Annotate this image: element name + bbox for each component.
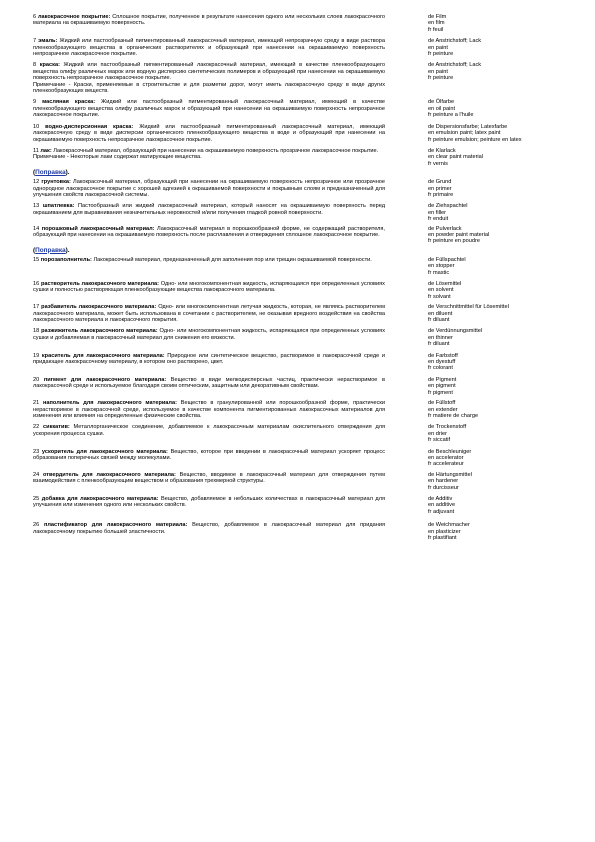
term-name: эмаль: [38, 38, 58, 45]
foreign-equivalent: en filler [428, 209, 447, 216]
term-entry [33, 400, 578, 419]
term-entry [33, 62, 578, 94]
foreign-equivalent: fr diluant [428, 341, 450, 348]
amendment-link[interactable]: Поправка [35, 169, 66, 177]
term-text: Лакокрасочный материал в порошкообразной форме, не содержащий растворителя, образующий при нанесении на окрашиваемую поверхность после расплавления и отверждения сплошное лакокрасочное покрытие. [33, 225, 385, 238]
term-number: 14 [33, 225, 40, 232]
amendment-bracket: ). [65, 169, 70, 177]
term-entry [33, 328, 578, 347]
term-entry [33, 14, 578, 33]
term-entry [33, 377, 578, 396]
foreign-equivalents [428, 226, 578, 245]
foreign-equivalent: de Füllspachtel [428, 256, 466, 263]
term-number: 15 [33, 256, 40, 263]
foreign-equivalent: en accelerator [428, 454, 464, 461]
term-definition [33, 377, 385, 396]
term-text: Одно- или многокомпонентная жидкость, испаряющаяся при определенных условиях сушки и полностью растворяющая пленкообразующие вещества лакокрасочного материала. [33, 281, 385, 294]
term-definition [33, 124, 385, 143]
term-entry [33, 38, 578, 57]
term-text: Металлорганическое соединение, добавляемое к лакокрасочным материалам окислительного отверждения для ускорения процесса сушки. [33, 424, 385, 437]
term-entry [33, 353, 578, 372]
amendment-link-row [33, 247, 578, 254]
foreign-equivalent: en clear paint material [428, 154, 484, 161]
foreign-equivalent: de Ziehspachtel [428, 203, 468, 210]
foreign-equivalent: fr solvant [428, 293, 451, 300]
foreign-equivalent: en additive [428, 502, 456, 509]
foreign-equivalents [428, 99, 578, 118]
term-name: порозаполнитель: [40, 256, 92, 263]
term-definition [33, 353, 385, 372]
term-entry [33, 522, 578, 541]
term-text: Лакокрасочный материал, образующий при нанесении на окрашиваемую поверхность непрозрачное или прозрачное однородное лакокрасочное покрытие с хорошей адгезией к окрашиваемой поверхности и покрывным слоям и предназначенный для улучшения свойств лакокрасочной системы. [33, 179, 386, 198]
foreign-equivalent: fr matiere de charge [428, 412, 479, 419]
term-number: 10 [33, 123, 40, 130]
amendment-bracket: ( [33, 246, 36, 254]
foreign-equivalent: fr peinture a l'huile [428, 112, 474, 119]
foreign-equivalent: en stopper [428, 263, 455, 270]
foreign-equivalents [428, 496, 578, 515]
foreign-equivalent: fr pigment [428, 389, 453, 396]
foreign-equivalent: de Anstrichstoff; Lack [428, 38, 482, 45]
foreign-equivalent: en thinner [428, 334, 453, 341]
foreign-equivalent: fr diluant [428, 317, 450, 324]
foreign-equivalent: fr siccatif [428, 437, 451, 444]
foreign-equivalents [428, 449, 578, 468]
foreign-equivalent: fr peinture [428, 75, 454, 82]
foreign-equivalent: en paint [428, 68, 448, 75]
foreign-equivalent: fr peinture [428, 51, 454, 58]
term-text: Вещество, вводимое в лакокрасочный материал для отверждения путем взаимодействия с пленкообразующим веществом и образования трехмерной структуры. [33, 471, 385, 485]
term-entry [33, 304, 578, 323]
term-note: Примечание - Краски, применяемые в строительстве и для разметки дорог, могут иметь лакокрасочную среду в виде других пленкообразующих веществ. [33, 81, 385, 95]
foreign-equivalent: de Weichmacher [428, 522, 470, 529]
term-definition [33, 496, 385, 515]
foreign-equivalents [428, 62, 578, 94]
term-text: Лакокрасочный материал, предназначенный для заполнения пор или трещин окрашиваемой поверхности. [93, 256, 372, 263]
term-number: 22 [33, 424, 40, 431]
term-text: Природное или синтетическое вещество, растворимое в лакокрасочной среде и придающее лакокрасочному материалу, в котором оно растворено, цвет. [33, 352, 386, 366]
foreign-equivalent: fr accelerateur [428, 461, 464, 468]
term-number: 6 [33, 14, 37, 20]
foreign-equivalents [428, 328, 578, 347]
foreign-equivalent: de Trockenstoff [428, 424, 467, 431]
term-definition [33, 449, 385, 468]
foreign-equivalent: en hardener [428, 478, 459, 485]
foreign-equivalent: en oil paint [428, 105, 456, 112]
foreign-equivalents [428, 148, 578, 167]
foreign-equivalents [428, 203, 578, 222]
term-definition [33, 281, 385, 300]
term-definition [33, 472, 385, 491]
foreign-equivalent: de Klarlack [428, 147, 456, 154]
amendment-link-row [33, 169, 578, 176]
foreign-equivalents [428, 281, 578, 300]
foreign-equivalent: fr colorant [428, 365, 453, 372]
term-definition [33, 148, 385, 167]
foreign-equivalent: de Verschnittmittel für Lösemittel [428, 304, 509, 311]
term-definition [33, 400, 385, 419]
term-entry [33, 472, 578, 491]
term-name: водно-дисперсионная краска: [45, 123, 134, 130]
term-name: грунтовка: [41, 179, 71, 186]
foreign-equivalent: en pigment [428, 383, 456, 390]
foreign-equivalent: en solvent [428, 287, 454, 294]
term-text: Вещество в гранулированной или порошкообразной форме, практически нерастворимое в лакокрасочной среде, используемое в качестве компонента пигментированных лакокрасочных материалов для изменения или влияния на определенные физические свойства. [33, 400, 385, 419]
term-definition [33, 99, 385, 118]
term-entry [33, 124, 578, 143]
term-text: Вещество в виде мелкодисперсных частиц, практически нерастворимое в лакокрасочной среде и используемое благодаря своим оптическим, защитным или декоративным свойствам. [33, 376, 385, 390]
foreign-equivalent: de Ölfarbe [428, 99, 455, 106]
term-name: добавка для лакокрасочного материала: [41, 495, 159, 502]
foreign-equivalent: fr peinture emulsion; peinture en latex [428, 136, 522, 143]
term-number: 7 [33, 38, 37, 45]
term-number: 23 [33, 448, 40, 455]
term-name: сиккатив: [43, 424, 70, 431]
foreign-equivalents [428, 424, 578, 443]
term-definition [33, 226, 385, 245]
foreign-equivalent: fr durcisseur [428, 484, 459, 491]
term-number: 11 [33, 147, 39, 154]
term-definition [33, 179, 385, 198]
term-number: 9 [33, 99, 37, 106]
term-name: наполнитель для лакокрасочного материала: [43, 400, 177, 407]
term-number: 17 [33, 304, 40, 311]
term-number: 12 [33, 179, 40, 186]
term-entry [33, 424, 578, 443]
term-entry [33, 148, 578, 167]
term-name: шпатлевка: [42, 203, 75, 210]
term-number: 8 [33, 62, 37, 69]
foreign-equivalent: de Verdünnungsmittel [428, 328, 483, 335]
foreign-equivalent: en diluent [428, 310, 453, 317]
term-definition [33, 62, 385, 94]
amendment-link[interactable]: Поправка [35, 246, 66, 254]
term-definition [33, 203, 385, 222]
term-text: Жидкий или пастообразный пигментированный лакокрасочный материал, имеющий непрозрачную среду в виде раствора пленкообразующего вещества в органических растворителях и образующий при нанесении на окрашиваемую поверхность непрозрачное лакокрасочное покрытие. [33, 38, 386, 58]
foreign-equivalent: en plasticizer [428, 528, 461, 535]
foreign-equivalent: fr mastic [428, 269, 450, 276]
foreign-equivalent: de Grund [428, 179, 452, 186]
term-number: 26 [33, 522, 40, 529]
foreign-equivalent: en drier [428, 430, 447, 437]
term-number: 19 [33, 352, 40, 359]
term-name: лак: [40, 147, 52, 154]
term-entry [33, 179, 578, 198]
term-entry [33, 257, 578, 276]
foreign-equivalent: fr vernis [428, 160, 448, 167]
term-text: Жидкий или пастообразный пигментированный лакокрасочный материал, имеющий в качестве пленкообразующего вещества олифу различных марок и образующий при нанесении на окрашиваемую поверхность непрозрачное лакокрасочное покрытие. [33, 99, 385, 119]
term-entry [33, 496, 578, 515]
foreign-equivalent: fr plastifiant [428, 535, 457, 541]
term-number: 20 [33, 376, 40, 383]
foreign-equivalent: en extender [428, 406, 458, 413]
term-name: краситель для лакокрасочного материала: [41, 352, 165, 359]
foreign-equivalent: en paint [428, 44, 448, 51]
foreign-equivalents [428, 14, 578, 33]
term-entry [33, 226, 578, 245]
term-name: разбавитель лакокрасочного материала: [41, 304, 157, 311]
term-entry [33, 281, 578, 300]
foreign-equivalent: de Füllstoff [428, 400, 456, 407]
terms-document [33, 14, 578, 541]
term-number: 21 [33, 400, 40, 407]
term-number: 16 [33, 281, 40, 287]
foreign-equivalent: fr primaire [428, 191, 454, 198]
foreign-equivalent: de Dispersionsfarbe; Latexfarbe [428, 123, 508, 130]
foreign-equivalents [428, 304, 578, 323]
term-text: Пастообразный или жидкий лакокрасочный материал, который наносят на окрашиваемую поверхность перед окрашиванием для выравнивания незначительных неровностей и/или получения гладкой ровной поверхности. [33, 203, 385, 216]
foreign-equivalent: de Lösemittel [428, 281, 462, 287]
foreign-equivalent: en primer [428, 185, 452, 192]
term-text: Одно- или многокомпонентная жидкость, испаряющаяся при определенных условиях сушки и добавляемая в лакокрасочный материал для снижения его вязкости. [33, 328, 385, 341]
term-text: Вещество, добавляемое в небольших количествах в лакокрасочный материал для улучшения или изменения одного или нескольких свойств. [33, 495, 385, 509]
term-text: Жидкий или пастообразный пигментированный лакокрасочный материал, имеющий лакокрасочную среду в виде дисперсии органического пленкообразующего вещества в воде и образующий при нанесении на окрашиваемую поверхность непрозрачное лакокрасочное покрытие. [33, 123, 386, 143]
term-name: порошковый лакокрасочный материал: [41, 225, 155, 232]
foreign-equivalent: en emulsion paint; latex paint [428, 130, 501, 137]
term-name: отвердитель для лакокрасочного материала: [42, 471, 176, 478]
term-name: растворитель лакокрасочного материала: [40, 281, 159, 287]
foreign-equivalent: fr adjuvant [428, 508, 455, 515]
foreign-equivalent: fr feuil [428, 26, 444, 33]
foreign-equivalents [428, 377, 578, 396]
term-entry [33, 449, 578, 468]
term-definition [33, 522, 385, 541]
foreign-equivalent: de Härtungsmittel [428, 471, 472, 478]
foreign-equivalent: de Farbstoff [428, 352, 458, 359]
amendment-bracket: ). [65, 246, 70, 254]
term-text: Вещество, которое при введении в лакокрасочный материал ускоряет процесс образования поперечных связей между молекулами. [33, 448, 385, 461]
foreign-equivalents [428, 400, 578, 419]
term-entry [33, 99, 578, 118]
foreign-equivalent: en powder paint material [428, 231, 490, 238]
term-text: Одно- или многокомпонентная летучая жидкость, которая, не являясь растворителем лакокрасочного материала, может быть использована в сочетании с растворителем, не оказывая вредного воздействия на свойства лакокрасочного материала и лакокрасочного покрытия. [33, 304, 386, 324]
foreign-equivalent: en film [428, 20, 445, 27]
term-number: 25 [33, 495, 40, 502]
term-name: масляная краска: [42, 99, 96, 106]
term-definition [33, 257, 385, 276]
term-number: 13 [33, 203, 40, 210]
term-note: Примечание - Некоторые лаки содержат матирующие вещества. [33, 154, 202, 161]
foreign-equivalent: de Pulverlack [428, 225, 462, 232]
foreign-equivalents [428, 124, 578, 143]
foreign-equivalent: de Film [428, 14, 447, 20]
term-number: 18 [33, 328, 40, 335]
term-name: пластификатор для лакокрасочного материала: [43, 522, 188, 529]
term-definition [33, 424, 385, 443]
term-text: Лакокрасочный материал, образующий при нанесении на окрашиваемую поверхность прозрачное лакокрасочное покрытие. [53, 147, 379, 154]
term-name: разжижитель лакокрасочного материала: [41, 328, 158, 335]
foreign-equivalents [428, 472, 578, 491]
foreign-equivalent: de Additiv [428, 495, 453, 502]
term-name: пигмент для лакокрасочного материала: [43, 376, 167, 383]
term-definition [33, 38, 385, 57]
amendment-bracket: ( [33, 169, 36, 177]
foreign-equivalents [428, 522, 578, 541]
term-text: Сплошное покрытие, полученное в результате нанесения одного или нескольких слоев лакокрасочного материала на окрашиваемую поверхность. [33, 14, 385, 27]
foreign-equivalent: fr enduit [428, 216, 449, 223]
term-name: краска: [39, 62, 60, 69]
foreign-equivalents [428, 353, 578, 372]
foreign-equivalents [428, 179, 578, 198]
foreign-equivalent: fr peinture en poudre [428, 238, 480, 245]
foreign-equivalents [428, 38, 578, 57]
term-definition [33, 328, 385, 347]
foreign-equivalent: de Anstrichstoff; Lack [428, 62, 482, 69]
term-entry [33, 203, 578, 222]
foreign-equivalent: en dyestuff [428, 359, 456, 366]
foreign-equivalents [428, 257, 578, 276]
foreign-equivalent: de Pigment [428, 376, 457, 383]
term-number: 24 [33, 471, 40, 478]
term-name: лакокрасочное покрытие: [37, 14, 111, 20]
foreign-equivalent: de Beschleuniger [428, 448, 472, 455]
term-name: ускоритель для лакокрасочного материала: [41, 448, 168, 455]
term-definition [33, 14, 385, 33]
term-definition [33, 304, 385, 323]
term-text: Жидкий или пастообразный пигментированный лакокрасочный материал, имеющий в качестве пленкообразующего вещества олифу различных марок или водную дисперсию синтетических полимеров и образующий при нанесении на окрашиваемую поверхность непрозрачное лакокрасочное покрытие. [33, 62, 385, 82]
term-text: Вещество, добавляемое в лакокрасочный материал для придания лакокрасочному покрытию большей эластичности. [33, 522, 385, 535]
